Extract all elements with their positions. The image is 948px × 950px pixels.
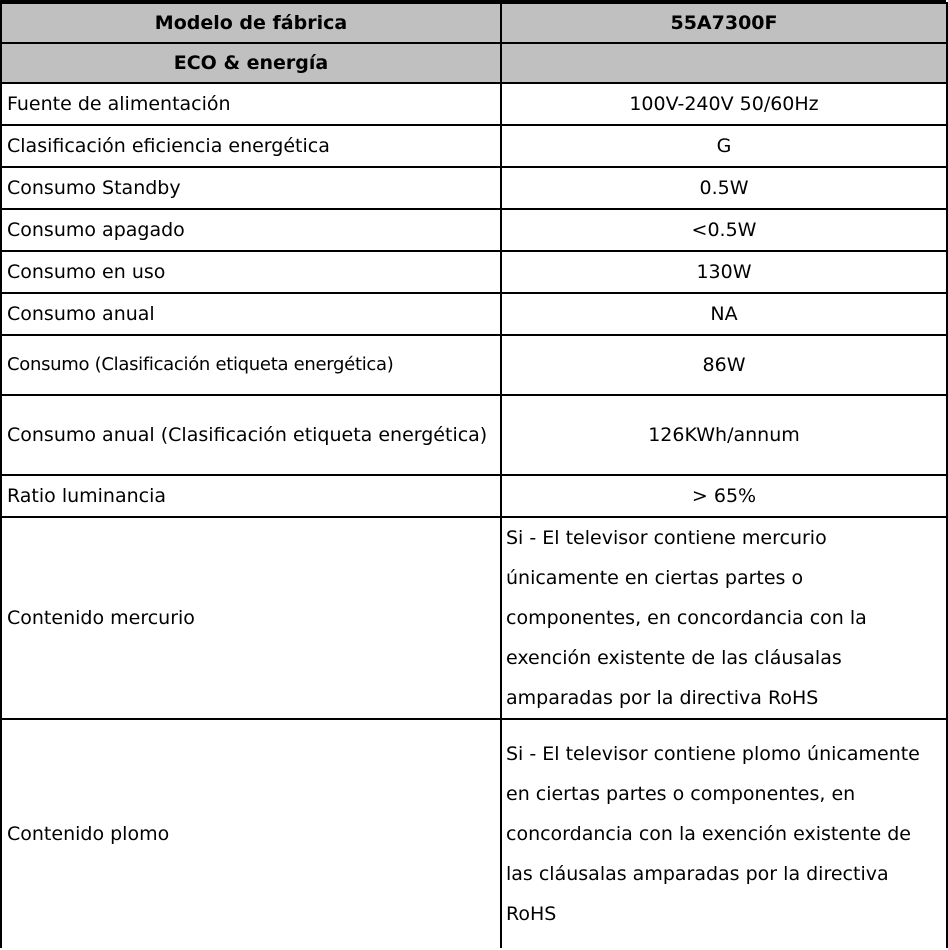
row-value: NA: [501, 293, 947, 335]
row-value: G: [501, 125, 947, 167]
row-value: 86W: [501, 335, 947, 395]
row-label: Consumo (Clasificación etiqueta energética): [1, 335, 501, 395]
row-value: 130W: [501, 251, 947, 293]
table-row: [1, 719, 947, 948]
row-value: > 65%: [501, 475, 947, 517]
table-row: [1, 335, 947, 395]
table-row: [1, 251, 947, 293]
row-value: <0.5W: [501, 209, 947, 251]
table-row: [1, 293, 947, 335]
row-label: Consumo apagado: [1, 209, 501, 251]
row-label: Consumo en uso: [1, 251, 501, 293]
spec-table: [0, 2, 948, 948]
table-row: [1, 517, 947, 719]
row-value: Si - El televisor contiene mercurio únicamente en ciertas partes o componentes, en concordancia con la exención existente de las cláusalas amparadas por la directiva RoHS: [501, 517, 947, 719]
section-row: [1, 43, 947, 83]
header-label: Modelo de fábrica: [1, 3, 501, 43]
table-row: [1, 167, 947, 209]
section-value: [501, 43, 947, 83]
row-label: Consumo anual: [1, 293, 501, 335]
row-label: Fuente de alimentación: [1, 83, 501, 125]
row-value: 100V-240V 50/60Hz: [501, 83, 947, 125]
header-row: [1, 3, 947, 43]
row-value: Si - El televisor contiene plomo únicamente en ciertas partes o componentes, en concordancia con la exención existente de las cláusalas amparadas por la directiva RoHS: [501, 719, 947, 948]
table-row: [1, 83, 947, 125]
row-label: Ratio luminancia: [1, 475, 501, 517]
row-value: 126KWh/annum: [501, 395, 947, 475]
row-label: Contenido plomo: [1, 719, 501, 948]
row-value: 0.5W: [501, 167, 947, 209]
header-value: 55A7300F: [501, 3, 947, 43]
section-label: ECO & energía: [1, 43, 501, 83]
table-row: [1, 475, 947, 517]
row-label: Consumo Standby: [1, 167, 501, 209]
row-label: Clasificación eficiencia energética: [1, 125, 501, 167]
table-row: [1, 125, 947, 167]
table-row: [1, 209, 947, 251]
row-label: Consumo anual (Clasificación etiqueta energética): [1, 395, 501, 475]
table-row: [1, 395, 947, 475]
row-label: Contenido mercurio: [1, 517, 501, 719]
